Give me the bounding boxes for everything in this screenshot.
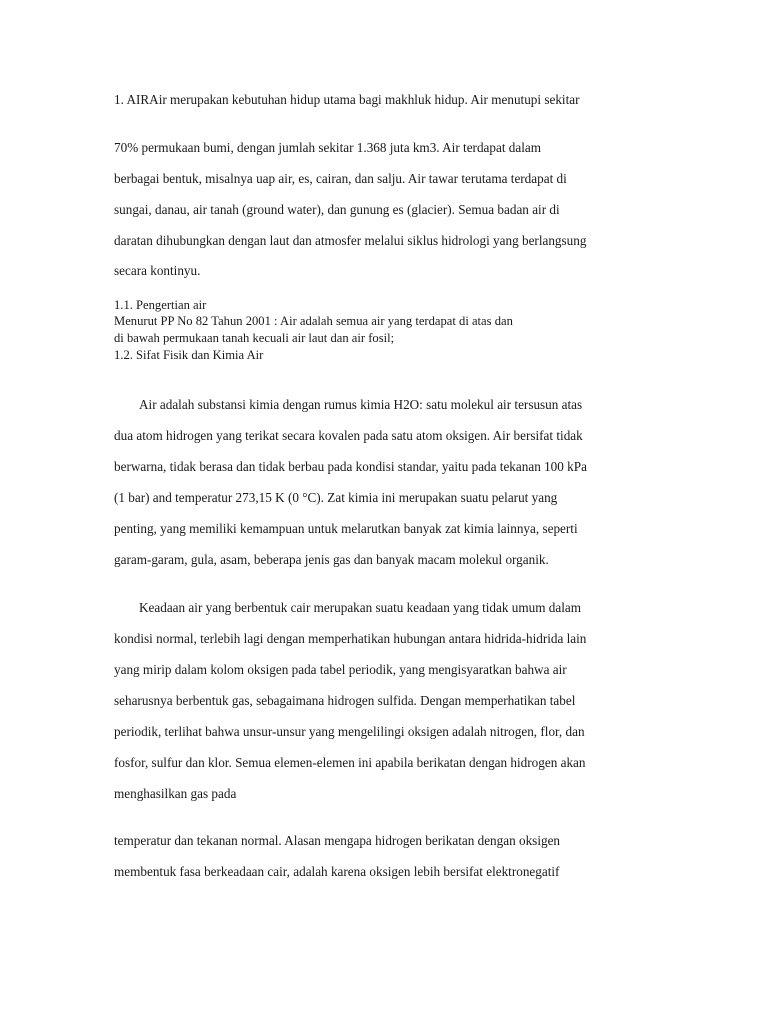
intro-line-5: secara kontinyu. — [114, 263, 201, 278]
intro-line-1: 70% permukaan bumi, dengan jumlah sekitar 1.368 juta km3. Air terdapat dalam — [114, 140, 542, 155]
paragraph-1-line-6: garam-garam, gula, asam, beberapa jenis gas dan banyak macam molekul organik. — [114, 552, 549, 567]
intro-heading-line: 1. AIRAir merupakan kebutuhan hidup utama bagi makhluk hidup. Air menutupi sekitar — [114, 92, 580, 107]
paragraph-2-line-3: yang mirip dalam kolom oksigen pada tabel periodik, yang mengisyaratkan bahwa air — [114, 662, 567, 677]
paragraph-2-line-1: Keadaan air yang berbentuk cair merupakan suatu keadaan yang tidak umum dalam — [139, 600, 581, 615]
section-1-1-line-2: di bawah permukaan tanah kecuali air laut dan air fosil; — [114, 331, 395, 345]
intro-line-2: berbagai bentuk, misalnya uap air, es, cairan, dan salju. Air tawar terutama terdapat di — [114, 171, 567, 186]
paragraph-2-line-7: menghasilkan gas pada — [114, 786, 237, 801]
paragraph-1-line-4: (1 bar) and temperatur 273,15 K (0 °C). Zat kimia ini merupakan suatu pelarut yang — [114, 490, 558, 505]
paragraph-2-line-6: fosfor, sulfur dan klor. Semua elemen-elemen ini apabila berikatan dengan hidrogen akan — [114, 755, 586, 770]
paragraph-1-line-1: Air adalah substansi kimia dengan rumus kimia H2O: satu molekul air tersusun atas — [139, 397, 583, 412]
section-1-1-line-1: Menurut PP No 82 Tahun 2001 : Air adalah semua air yang terdapat di atas dan — [114, 314, 513, 328]
paragraph-3-line-1: temperatur dan tekanan normal. Alasan mengapa hidrogen berikatan dengan oksigen — [114, 833, 561, 848]
section-1-2-heading: 1.2. Sifat Fisik dan Kimia Air — [114, 348, 264, 362]
section-1-1-heading: 1.1. Pengertian air — [114, 298, 207, 312]
paragraph-1-line-2: dua atom hidrogen yang terikat secara kovalen pada satu atom oksigen. Air bersifat tidak — [114, 428, 583, 443]
paragraph-1-line-3: berwarna, tidak berasa dan tidak berbau pada kondisi standar, yaitu pada tekanan 100 kPa — [114, 459, 587, 474]
intro-line-3: sungai, danau, air tanah (ground water), dan gunung es (glacier). Semua badan air di — [114, 202, 560, 217]
intro-line-4: daratan dihubungkan dengan laut dan atmosfer melalui siklus hidrologi yang berlangsung — [114, 233, 587, 248]
paragraph-2-line-4: seharusnya berbentuk gas, sebagaimana hidrogen sulfida. Dengan memperhatikan tabel — [114, 693, 576, 708]
paragraph-3-line-2: membentuk fasa berkeadaan cair, adalah karena oksigen lebih bersifat elektronegatif — [114, 864, 560, 879]
paragraph-2-line-2: kondisi normal, terlebih lagi dengan memperhatikan hubungan antara hidrida-hidrida lain — [114, 631, 587, 646]
paragraph-2-line-5: periodik, terlihat bahwa unsur-unsur yang mengelilingi oksigen adalah nitrogen, flor, dan — [114, 724, 585, 739]
paragraph-1-line-5: penting, yang memiliki kemampuan untuk melarutkan banyak zat kimia lainnya, seperti — [114, 521, 578, 536]
